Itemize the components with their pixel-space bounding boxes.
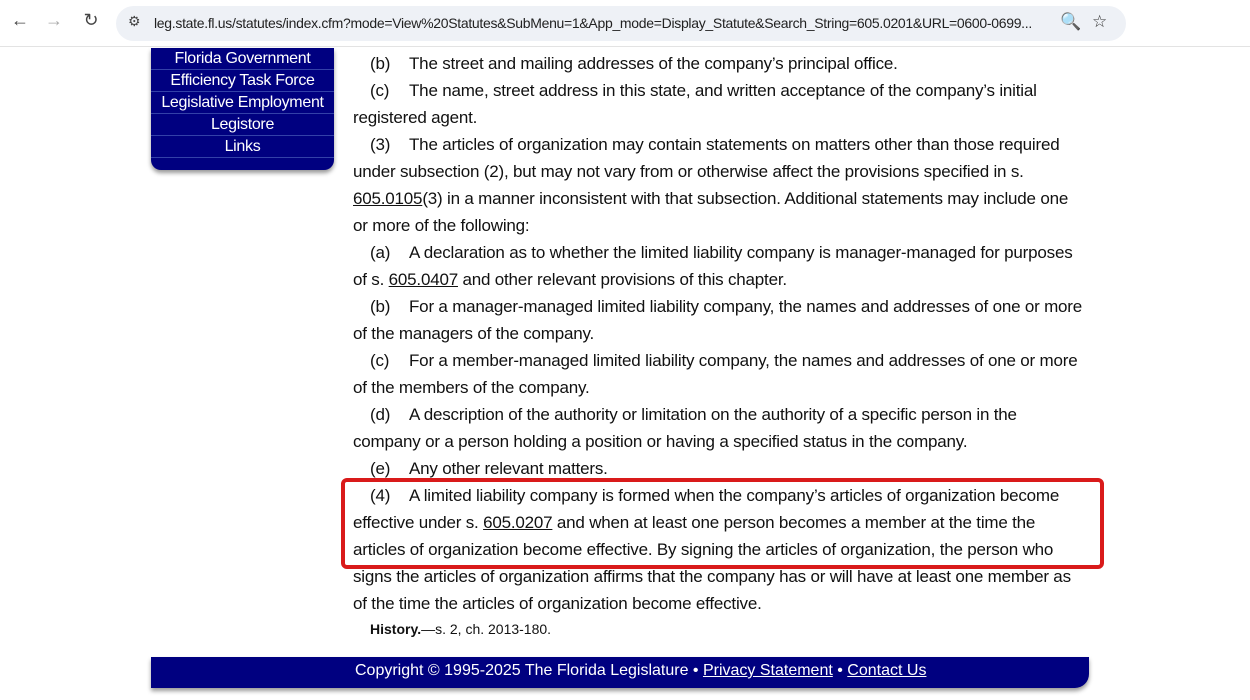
line-text: Any other relevant matters. xyxy=(409,459,608,478)
statute-link[interactable]: 605.0407 xyxy=(388,270,458,289)
reload-icon[interactable]: ↻ xyxy=(83,10,99,30)
subsection-label: (b) xyxy=(370,297,391,316)
line-text: A description of the authority or limitation on the authority of a specific person in the xyxy=(409,405,1017,424)
line-text: of the managers of the company. xyxy=(353,324,595,343)
statute-line xyxy=(353,131,1103,158)
statute-link[interactable]: 605.0105 xyxy=(353,189,423,208)
forward-icon[interactable]: → xyxy=(45,10,63,30)
copyright-text: Copyright © 1995-2025 The Florida Legislature xyxy=(355,662,689,679)
line-text: For a member-managed limited liability company, the names and addresses of one or more xyxy=(409,351,1078,370)
subsection-label: (c) xyxy=(370,351,390,370)
line-text: The articles of organization may contain statements on matters other than those required xyxy=(409,135,1060,154)
address-bar[interactable] xyxy=(116,6,1126,41)
line-text: signs the articles of organization affirms that the company has or will have at least one member as xyxy=(353,567,1071,586)
bookmark-star-icon[interactable]: ☆ xyxy=(1092,12,1108,31)
sidebar-item-legistore[interactable]: Legistore xyxy=(151,114,334,136)
statute-line xyxy=(353,158,1103,185)
sidebar-menu xyxy=(151,48,334,170)
line-text: For a manager-managed limited liability company, the names and addresses of one or more xyxy=(409,297,1083,316)
statute-line xyxy=(353,239,1103,266)
statute-line xyxy=(353,320,1103,347)
subsection-label: (d) xyxy=(370,405,391,424)
statute-line xyxy=(353,266,1103,293)
line-text: and when at least one person becomes a member at the time the xyxy=(552,513,1036,532)
line-text: effective under s. xyxy=(353,513,484,532)
sidebar-item-links[interactable]: Links xyxy=(151,136,334,158)
statute-line xyxy=(353,293,1103,320)
separator: • xyxy=(832,662,848,679)
zoom-icon[interactable]: 🔍 xyxy=(1060,12,1082,31)
line-text: of s. xyxy=(353,270,389,289)
separator: • xyxy=(688,662,703,679)
subsection-label: (4) xyxy=(370,486,391,505)
contact-us-link[interactable]: Contact Us xyxy=(847,662,927,679)
line-text: The street and mailing addresses of the company’s principal office. xyxy=(409,54,898,73)
line-text: registered agent. xyxy=(353,108,478,127)
statute-line xyxy=(353,50,1103,77)
url-text[interactable]: leg.state.fl.us/statutes/index.cfm?mode=View%20Statutes&SubMenu=1&App_mode=Display_Statute&Search_String=605.0201&URL=0600-0699... xyxy=(154,15,1032,31)
subsection-label: (a) xyxy=(370,243,391,262)
history-label: History. xyxy=(370,621,422,637)
footer xyxy=(151,657,1089,688)
statute-line xyxy=(353,212,1103,239)
sidebar-item-efficiency-task-force[interactable]: Efficiency Task Force xyxy=(151,70,334,92)
line-text: of the members of the company. xyxy=(353,378,590,397)
line-text: (3) in a manner inconsistent with that subsection. Additional statements may include one xyxy=(422,189,1069,208)
line-text: A limited liability company is formed when the company’s articles of organization become xyxy=(409,486,1060,505)
line-text: under subsection (2), but may not vary from or otherwise affect the provisions specified in s. xyxy=(353,162,1024,181)
statute-link[interactable]: 605.0207 xyxy=(483,513,553,532)
line-text: articles of organization become effective. By signing the articles of organization, the person who xyxy=(353,540,1054,559)
statute-line xyxy=(353,590,1103,617)
line-text: and other relevant provisions of this chapter. xyxy=(457,270,787,289)
browser-toolbar xyxy=(0,0,1250,47)
privacy-statement-link[interactable]: Privacy Statement xyxy=(702,662,833,679)
site-settings-icon[interactable]: ⚙ xyxy=(128,13,141,29)
history-note xyxy=(353,617,1103,641)
sidebar-item-florida-government[interactable]: Florida Government xyxy=(151,48,334,70)
subsection-label: (e) xyxy=(370,459,391,478)
statute-line xyxy=(353,185,1103,212)
line-text: or more of the following: xyxy=(353,216,530,235)
subsection-label: (b) xyxy=(370,54,391,73)
subsection-label: (c) xyxy=(370,81,390,100)
back-icon[interactable]: ← xyxy=(11,10,29,30)
history-text: —s. 2, ch. 2013-180. xyxy=(421,621,552,637)
statute-line xyxy=(353,428,1103,455)
statute-line xyxy=(353,401,1103,428)
highlight-box xyxy=(341,478,1104,569)
line-text: of the time the articles of organization become effective. xyxy=(353,594,762,613)
statute-line xyxy=(353,77,1103,104)
line-text: A declaration as to whether the limited liability company is manager-managed for purposes xyxy=(409,243,1073,262)
sidebar-item-legislative-employment[interactable]: Legislative Employment xyxy=(151,92,334,114)
statute-line xyxy=(353,374,1103,401)
statute-line xyxy=(353,104,1103,131)
line-text: The name, street address in this state, and written acceptance of the company’s initial xyxy=(409,81,1037,100)
subsection-label: (3) xyxy=(370,135,391,154)
line-text: company or a person holding a position or having a specified status in the company. xyxy=(353,432,968,451)
statute-line xyxy=(353,347,1103,374)
